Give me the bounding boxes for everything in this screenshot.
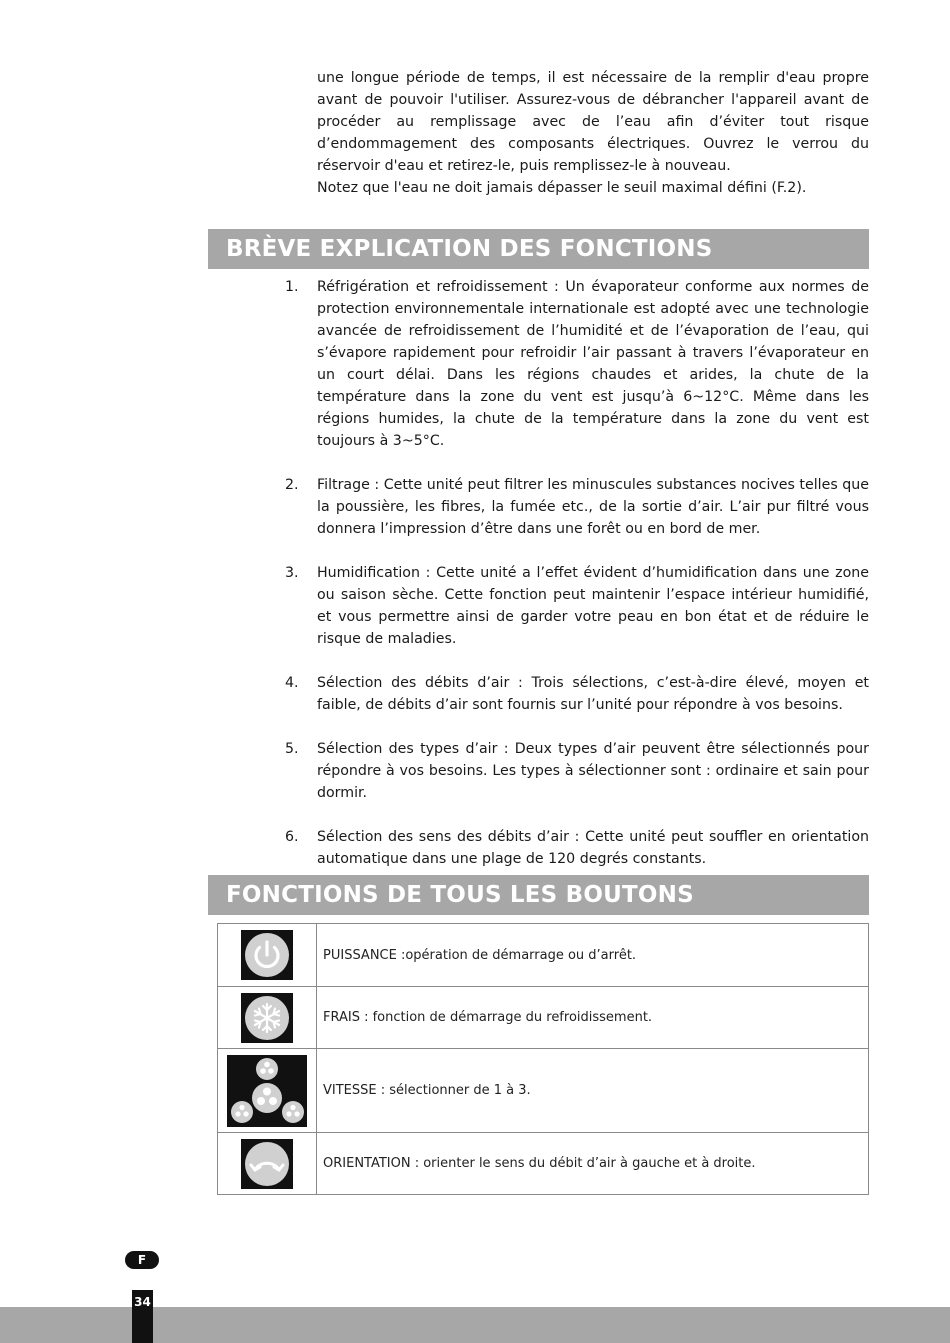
table-cell-description: FRAIS : fonction de démarrage du refroidissement. xyxy=(317,987,869,1049)
list-item-number: 3. xyxy=(285,565,299,581)
section-title-buttons: FONCTIONS DE TOUS LES BOUTONS xyxy=(208,875,869,915)
icon-cell xyxy=(218,1049,317,1133)
list-item-text: Sélection des sens des débits d’air : Cette unité peut souffler en orientation automatique dans une plage de 120 degrés constants. xyxy=(317,829,869,867)
section-title-functions: BRÈVE EXPLICATION DES FONCTIONS xyxy=(208,229,869,269)
intro-note: Notez que l'eau ne doit jamais dépasser le seuil maximal défini (F.2). xyxy=(317,180,807,196)
list-item xyxy=(285,474,869,540)
intro-paragraph: une longue période de temps, il est nécessaire de la remplir d'eau propre avant de pouvoir l'utiliser. Assurez-vous de débrancher l'appareil avant de procéder au remplissage avec de l’eau afin d’éviter tout risque d’endommagement des composants électriques. Ouvrez le verrou du réservoir d'eau et retirez-le, puis remplissez-le à nouveau. xyxy=(317,70,869,174)
list-item xyxy=(285,562,869,650)
page-number: 34 xyxy=(132,1290,153,1343)
language-badge: F xyxy=(125,1251,159,1269)
table-row xyxy=(218,1049,869,1133)
fan-small-left-icon xyxy=(231,1101,253,1123)
swing-icon xyxy=(241,1139,293,1189)
list-item-text: Sélection des débits d’air : Trois sélections, c’est-à-dire élevé, moyen et faible, de débits d’air sont fournis sur l’unité pour répondre à vos besoins. xyxy=(317,675,869,713)
fan-speed-icon xyxy=(227,1055,307,1127)
list-item xyxy=(285,276,869,452)
table-row xyxy=(218,987,869,1049)
fan-small-right-icon xyxy=(282,1101,304,1123)
list-item-text: Réfrigération et refroidissement : Un évaporateur conforme aux normes de protection environnementale internationale est adopté avec une technologie avancée de refroidissement de l’humidité et de l’évaporation de l’eau, qui s’évapore rapidement pour refroidir l’air passant à travers l’évaporateur en un court délai. Dans les régions chaudes et arides, la chute de la température dans la zone du vent est jusqu’à 6~12°C. Même dans les régions humides, la chute de la température dans la zone du vent est toujours à 3~5°C. xyxy=(317,279,869,449)
fan-small-top-icon xyxy=(256,1058,278,1080)
icon-cell xyxy=(218,924,317,987)
list-item-number: 6. xyxy=(285,829,299,845)
table-cell-description: VITESSE : sélectionner de 1 à 3. xyxy=(317,1049,869,1133)
table-row xyxy=(218,924,869,987)
table-row xyxy=(218,1133,869,1195)
list-item-text: Filtrage : Cette unité peut filtrer les minuscules substances nocives telles que la poussière, les fibres, la fumée etc., de la sortie d’air. L’air pur filtré vous donnera l’impression d’être dans une forêt ou en bord de mer. xyxy=(317,477,869,537)
list-item-number: 4. xyxy=(285,675,299,691)
intro-text xyxy=(317,67,869,199)
list-item xyxy=(285,826,869,870)
icon-cell xyxy=(218,1133,317,1195)
table-cell-description: PUISSANCE :opération de démarrage ou d’arrêt. xyxy=(317,924,869,987)
icon-cell xyxy=(218,987,317,1049)
fan-large-center-icon xyxy=(252,1083,282,1113)
list-item-text: Humidification : Cette unité a l’effet évident d’humidification dans une zone ou saison sèche. Cette fonction peut maintenir l’espace intérieur humidifié, et vous permettre ainsi de garder votre peau en bon état et de réduire le risque de maladies. xyxy=(317,565,869,647)
buttons-table xyxy=(217,923,869,1195)
list-item xyxy=(285,672,869,716)
power-icon xyxy=(241,930,293,980)
table-cell-description: ORIENTATION : orienter le sens du débit d’air à gauche et à droite. xyxy=(317,1133,869,1195)
list-item-number: 5. xyxy=(285,741,299,757)
snowflake-icon xyxy=(241,993,293,1043)
list-item-text: Sélection des types d’air : Deux types d’air peuvent être sélectionnés pour répondre à vos besoins. Les types à sélectionner sont : ordinaire et sain pour dormir. xyxy=(317,741,869,801)
list-item-number: 2. xyxy=(285,477,299,493)
list-item-number: 1. xyxy=(285,279,299,295)
list-item xyxy=(285,738,869,804)
functions-list xyxy=(285,276,869,892)
